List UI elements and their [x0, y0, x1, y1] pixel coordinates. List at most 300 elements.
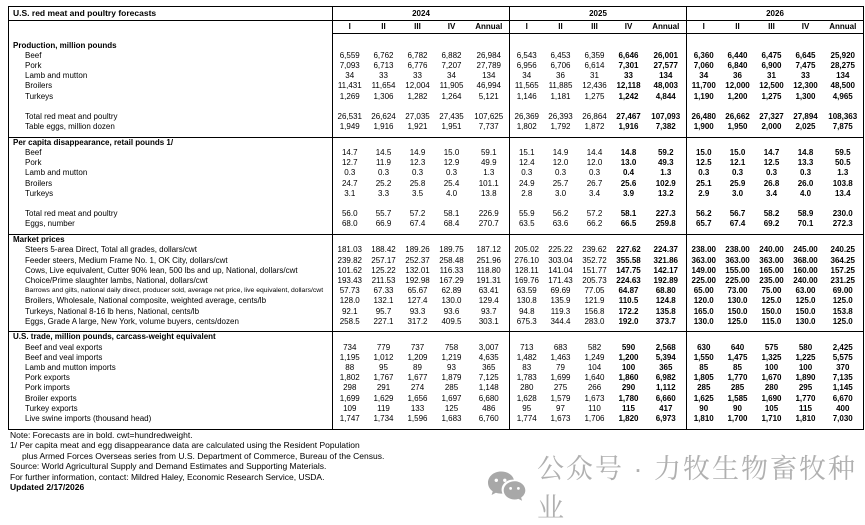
data-cell: 280 — [764, 383, 779, 393]
data-cell: 24.7 — [341, 178, 358, 188]
data-cell: 364.25 — [823, 256, 864, 266]
data-cell: 27,577 — [646, 61, 687, 71]
data-cell: 141.04 — [548, 265, 573, 275]
data-cell: 4,844 — [646, 92, 687, 102]
data-cell: 630 — [697, 342, 711, 352]
data-cell: 134 — [646, 71, 687, 81]
data-cell: 1,195 — [339, 352, 360, 362]
data-cell: 66.9 — [375, 219, 392, 229]
row-label: Broilers, Wholesale, National composite, weighted average, cents/lb — [9, 296, 333, 306]
data-cell: 94.8 — [518, 306, 535, 316]
data-cell: 12.3 — [409, 158, 426, 168]
data-cell: 36 — [556, 71, 565, 81]
data-cell: 1,810 — [693, 414, 714, 424]
data-cell: 13.8 — [469, 189, 510, 199]
data-cell: 486 — [469, 404, 510, 414]
data-cell: 1,879 — [441, 373, 462, 383]
table-row — [9, 71, 864, 81]
data-cell: 6,660 — [646, 394, 687, 404]
data-cell: 6,360 — [693, 50, 714, 60]
data-cell: 63.5 — [518, 219, 535, 229]
data-cell: 93.3 — [409, 306, 426, 316]
data-cell: 63.6 — [552, 219, 569, 229]
data-cell: 2,425 — [823, 343, 864, 353]
spacer — [469, 424, 510, 429]
data-cell: 59.1 — [469, 148, 510, 158]
data-cell: 125.0 — [761, 296, 782, 306]
data-cell: 68.4 — [443, 219, 460, 229]
spacer — [544, 199, 578, 209]
data-cell: 363.00 — [725, 255, 750, 265]
spacer — [510, 41, 544, 51]
spacer — [578, 332, 612, 343]
spacer — [401, 199, 435, 209]
data-cell: 1,145 — [823, 383, 864, 393]
data-cell: 125 — [444, 403, 459, 413]
data-cell: 70.1 — [797, 219, 814, 229]
spacer — [578, 41, 612, 51]
spacer — [469, 332, 510, 343]
data-cell: 14.7 — [763, 148, 780, 158]
data-cell: 125.0 — [823, 296, 864, 306]
data-cell: 100 — [621, 363, 636, 373]
row-label: Turkey exports — [9, 404, 333, 414]
spacer — [687, 424, 721, 429]
spacer — [721, 34, 755, 41]
data-cell: 26,001 — [646, 51, 687, 61]
spacer — [367, 34, 401, 41]
wechat-icon — [487, 470, 527, 502]
data-cell: 189.26 — [405, 245, 430, 255]
spacer — [755, 424, 789, 429]
data-cell: 230.0 — [823, 209, 864, 219]
data-cell: 1,699 — [550, 373, 571, 383]
spacer — [721, 235, 755, 246]
data-cell: 4.0 — [445, 188, 458, 198]
table-row — [9, 81, 864, 91]
data-cell: 83 — [522, 363, 532, 373]
data-cell: 1,802 — [516, 122, 537, 132]
spacer — [755, 199, 789, 209]
data-cell: 157.25 — [823, 266, 864, 276]
row-label: Turkeys — [9, 92, 333, 102]
spacer — [721, 424, 755, 429]
spacer — [9, 424, 333, 429]
data-cell: 12.7 — [341, 158, 358, 168]
row-label: Broilers — [9, 81, 333, 91]
year-header: 2025 — [510, 7, 687, 21]
data-cell: 95 — [522, 403, 532, 413]
row-label: Total red meat and poultry — [9, 209, 333, 219]
data-cell: 67.4 — [729, 219, 746, 229]
data-cell: 73.00 — [727, 286, 748, 296]
spacer — [469, 102, 510, 112]
data-cell: 1,900 — [693, 122, 714, 132]
data-cell: 110 — [588, 403, 601, 413]
spacer — [755, 41, 789, 51]
data-cell: 1,225 — [795, 352, 816, 362]
data-cell: 25.7 — [552, 178, 569, 188]
data-cell: 132.01 — [405, 265, 430, 275]
data-cell: 100 — [764, 363, 779, 373]
data-cell: 225.00 — [691, 275, 716, 285]
spacer — [646, 102, 687, 112]
data-cell: 11,565 — [514, 81, 539, 91]
spacer — [612, 235, 646, 246]
data-cell: 683 — [553, 342, 568, 352]
data-cell: 56.2 — [695, 209, 712, 219]
data-cell: 1,306 — [373, 91, 394, 101]
spacer — [646, 424, 687, 429]
data-cell: 205.73 — [582, 275, 607, 285]
data-cell: 1,951 — [441, 122, 462, 132]
data-cell: 1.3 — [646, 168, 687, 178]
table-row — [9, 256, 864, 266]
spacer — [578, 102, 612, 112]
data-cell: 226.9 — [469, 209, 510, 219]
data-cell: 1,550 — [693, 352, 714, 362]
data-cell: 1,890 — [795, 373, 816, 383]
data-cell: 66.5 — [620, 219, 637, 229]
data-cell: 1,783 — [516, 373, 537, 383]
data-cell: 14.7 — [341, 148, 358, 158]
quarter-header: III — [401, 21, 435, 34]
spacer — [544, 137, 578, 148]
data-cell: 68.80 — [646, 286, 687, 296]
data-cell: 85 — [699, 363, 709, 373]
data-cell: 276.10 — [514, 255, 539, 265]
data-cell: 373.7 — [646, 317, 687, 327]
data-cell: 1,683 — [441, 414, 462, 424]
data-cell: 27,789 — [469, 61, 510, 71]
data-cell: 14.4 — [586, 148, 603, 158]
data-cell: 89 — [413, 363, 422, 373]
data-cell: 1,625 — [693, 393, 714, 403]
data-cell: 7,382 — [646, 122, 687, 132]
data-cell: 1,916 — [618, 122, 639, 132]
spacer — [823, 34, 864, 41]
data-cell: 580 — [798, 342, 813, 352]
data-cell: 640 — [730, 342, 745, 352]
table-row — [9, 245, 864, 255]
data-cell: 100 — [798, 363, 813, 373]
spacer — [469, 34, 510, 41]
data-cell: 27,035 — [405, 111, 430, 121]
data-cell: 1,774 — [516, 414, 537, 424]
data-cell: 124.8 — [646, 296, 687, 306]
data-cell: 266 — [587, 383, 602, 393]
data-cell: 283.0 — [584, 316, 605, 326]
spacer — [401, 235, 435, 246]
data-cell: 1,200 — [618, 352, 639, 362]
data-cell: 1,585 — [727, 393, 748, 403]
data-cell: 1,706 — [584, 414, 605, 424]
data-cell: 13.0 — [620, 158, 637, 168]
data-cell: 134 — [823, 71, 864, 81]
data-cell: 1,710 — [761, 414, 782, 424]
spacer — [612, 424, 646, 429]
data-cell: 165.00 — [759, 265, 784, 275]
data-cell: 734 — [343, 342, 357, 352]
data-cell: 3.4 — [588, 188, 601, 198]
data-cell: 28,275 — [823, 61, 864, 71]
data-cell: 11,431 — [337, 81, 362, 91]
data-cell: 1,148 — [469, 383, 510, 393]
data-cell: 7,135 — [823, 373, 864, 383]
data-cell: 224.63 — [616, 275, 641, 285]
data-cell: 48,500 — [823, 81, 864, 91]
data-cell: 121.9 — [584, 296, 605, 306]
spacer — [435, 137, 469, 148]
spacer — [687, 102, 721, 112]
data-cell: 0.3 — [411, 168, 424, 178]
data-cell: 69.69 — [550, 286, 571, 296]
spacer — [755, 235, 789, 246]
data-cell: 93.7 — [469, 307, 510, 317]
data-cell: 27,894 — [793, 111, 818, 121]
row-label: Beef and veal exports — [9, 343, 333, 353]
data-cell: 4,635 — [469, 353, 510, 363]
data-cell: 0.3 — [445, 168, 458, 178]
spacer — [578, 199, 612, 209]
data-cell: 1,596 — [407, 414, 428, 424]
footnote-updated: Updated 2/17/2026 — [10, 482, 85, 493]
data-cell: 1,242 — [618, 91, 639, 101]
data-cell: 26,624 — [371, 111, 396, 121]
spacer — [646, 34, 687, 41]
data-cell: 1,249 — [584, 352, 605, 362]
spacer — [435, 199, 469, 209]
row-label: Beef — [9, 148, 333, 158]
spacer — [510, 102, 544, 112]
data-cell: 130.0 — [441, 296, 462, 306]
table-row — [9, 179, 864, 189]
data-cell: 240.00 — [759, 245, 784, 255]
row-label: Turkeys, National 8-16 lb hens, National, cents/lb — [9, 307, 333, 317]
data-cell: 69.00 — [823, 286, 864, 296]
data-cell: 238.00 — [725, 245, 750, 255]
data-cell: 0.3 — [588, 168, 601, 178]
table-row — [9, 414, 864, 424]
data-cell: 272.3 — [823, 219, 864, 229]
data-cell: 240.25 — [823, 245, 864, 255]
spacer — [687, 199, 721, 209]
data-cell: 1,475 — [727, 352, 748, 362]
data-cell: 103.8 — [823, 179, 864, 189]
data-cell: 1,670 — [761, 373, 782, 383]
data-cell: 171.43 — [548, 275, 573, 285]
data-cell: 142.17 — [646, 266, 687, 276]
data-cell: 4,965 — [823, 92, 864, 102]
spacer — [578, 424, 612, 429]
data-cell: 3.0 — [731, 188, 744, 198]
footnote-line: 1/ Per capita meat and egg disappearance data are calculated using the Resident Population — [10, 440, 360, 451]
quarter-header: Annual — [646, 21, 687, 34]
data-cell: 3.1 — [344, 188, 356, 198]
data-cell: 14.8 — [620, 148, 637, 158]
data-cell: 6,762 — [373, 50, 394, 60]
data-cell: 192.98 — [405, 275, 430, 285]
data-cell: 0.4 — [622, 168, 635, 178]
row-label: Choice/Prime slaughter lambs, National, dollars/cwt — [9, 276, 333, 286]
data-cell: 225.00 — [725, 275, 750, 285]
data-cell: 4.0 — [799, 188, 812, 198]
data-cell: 128.11 — [514, 265, 539, 275]
data-cell: 14.9 — [409, 148, 426, 158]
spacer — [823, 137, 864, 148]
data-cell: 120.0 — [693, 296, 714, 306]
table-row — [9, 317, 864, 327]
data-cell: 258.5 — [339, 316, 360, 326]
spacer — [823, 424, 864, 429]
spacer — [367, 424, 401, 429]
data-cell: 14.9 — [552, 148, 569, 158]
quarter-header: II — [544, 21, 578, 34]
data-cell: 11,885 — [548, 81, 573, 91]
spacer — [401, 332, 435, 343]
forecasts-table — [8, 6, 864, 430]
data-cell: 34 — [699, 71, 709, 81]
data-cell: 1,690 — [761, 393, 782, 403]
data-cell: 251.96 — [469, 256, 510, 266]
row-label: Eggs, Grade A large, New York, volume buyers, cents/dozen — [9, 317, 333, 327]
data-cell: 150.0 — [761, 306, 782, 316]
data-cell: 129.4 — [469, 296, 510, 306]
spacer — [469, 137, 510, 148]
quarter-header: I — [333, 21, 367, 34]
data-cell: 239.62 — [582, 245, 607, 255]
data-cell: 132.1 — [373, 296, 394, 306]
spacer — [789, 332, 823, 343]
data-cell: 6,956 — [516, 60, 537, 70]
data-cell: 1,656 — [407, 393, 428, 403]
spacer — [544, 34, 578, 41]
data-cell: 130.8 — [516, 296, 537, 306]
data-cell: 285 — [730, 383, 745, 393]
quarter-header: I — [510, 21, 544, 34]
data-cell: 33 — [624, 71, 633, 81]
data-cell: 363.00 — [691, 255, 716, 265]
data-cell: 62.89 — [441, 286, 462, 296]
data-cell: 6,760 — [469, 414, 510, 424]
data-cell: 85 — [733, 363, 742, 373]
table-row — [9, 353, 864, 363]
data-cell: 6,475 — [761, 50, 782, 60]
spacer — [687, 332, 721, 343]
data-cell: 50.5 — [823, 158, 864, 168]
table-row — [9, 168, 864, 178]
spacer — [646, 137, 687, 148]
spacer — [721, 137, 755, 148]
data-cell: 321.86 — [646, 256, 687, 266]
data-cell: 227.62 — [616, 245, 641, 255]
data-cell: 63.00 — [795, 286, 816, 296]
table-row — [9, 148, 864, 158]
data-cell: 303.04 — [548, 255, 573, 265]
spacer — [646, 235, 687, 246]
data-cell: 0.3 — [521, 168, 533, 178]
data-cell: 153.8 — [823, 307, 864, 317]
section-header: Production, million pounds — [9, 41, 333, 51]
data-cell: 12,300 — [793, 81, 818, 91]
data-cell: 205.02 — [514, 245, 539, 255]
data-cell: 3,007 — [469, 343, 510, 353]
data-cell: 6,840 — [727, 60, 748, 70]
spacer — [510, 424, 544, 429]
row-label: Live swine imports (thousand head) — [9, 414, 333, 424]
footnote-line: Note: Forecasts are in bold. cwt=hundredweight. — [10, 430, 193, 440]
data-cell: 252.37 — [405, 255, 430, 265]
data-cell: 1,916 — [373, 122, 394, 132]
data-cell: 5,394 — [646, 353, 687, 363]
data-cell: 713 — [520, 342, 534, 352]
data-cell: 90 — [733, 403, 742, 413]
data-cell: 12,500 — [759, 81, 784, 91]
data-cell: 1,209 — [407, 352, 428, 362]
spacer — [435, 102, 469, 112]
data-cell: 25.9 — [729, 178, 746, 188]
table-row — [9, 383, 864, 393]
data-cell: 365 — [646, 363, 687, 373]
data-cell: 7,060 — [693, 60, 714, 70]
spacer — [755, 332, 789, 343]
data-cell: 1,275 — [761, 91, 782, 101]
data-cell: 3.4 — [765, 188, 778, 198]
spacer — [789, 424, 823, 429]
spacer — [823, 102, 864, 112]
watermark-text: 公众号 · 力牧生物畜牧种业 — [537, 454, 857, 523]
data-cell: 95 — [379, 363, 388, 373]
data-cell: 1,264 — [441, 91, 462, 101]
data-cell: 65.7 — [695, 219, 712, 229]
data-cell: 245.00 — [793, 245, 818, 255]
table-row — [9, 286, 864, 296]
data-cell: 25.8 — [409, 178, 426, 188]
spacer — [435, 424, 469, 429]
table-row — [9, 373, 864, 383]
data-cell: 1,872 — [584, 122, 605, 132]
data-cell: 26,480 — [691, 111, 716, 121]
data-cell: 48,003 — [646, 81, 687, 91]
data-cell: 1,282 — [407, 91, 428, 101]
data-cell: 295 — [798, 383, 813, 393]
table-row — [9, 363, 864, 373]
data-cell: 119.3 — [550, 306, 571, 316]
row-label: Barrows and gilts, national daily direct, producer sold, average net price, live equivalent, dollars/cwt — [9, 286, 333, 296]
data-cell: 368.00 — [793, 255, 818, 265]
data-cell: 224.37 — [646, 245, 687, 255]
data-cell: 1,780 — [618, 393, 639, 403]
footnotes — [10, 430, 384, 492]
data-cell: 7,301 — [618, 60, 639, 70]
data-cell: 58.1 — [620, 209, 637, 219]
data-cell: 12,118 — [616, 81, 641, 91]
spacer — [469, 41, 510, 51]
data-cell: 14.5 — [375, 148, 392, 158]
data-cell: 101.1 — [469, 179, 510, 189]
row-label: Pork — [9, 158, 333, 168]
data-cell: 6,782 — [407, 50, 428, 60]
data-cell: 1.3 — [469, 168, 510, 178]
data-cell: 66.2 — [586, 219, 603, 229]
quarter-header: IV — [435, 21, 469, 34]
data-cell: 55.9 — [518, 209, 535, 219]
data-cell: 590 — [621, 342, 636, 352]
data-cell: 11,700 — [691, 81, 716, 91]
spacer — [578, 137, 612, 148]
data-cell: 2.9 — [698, 188, 710, 198]
data-cell: 6,882 — [441, 50, 462, 60]
